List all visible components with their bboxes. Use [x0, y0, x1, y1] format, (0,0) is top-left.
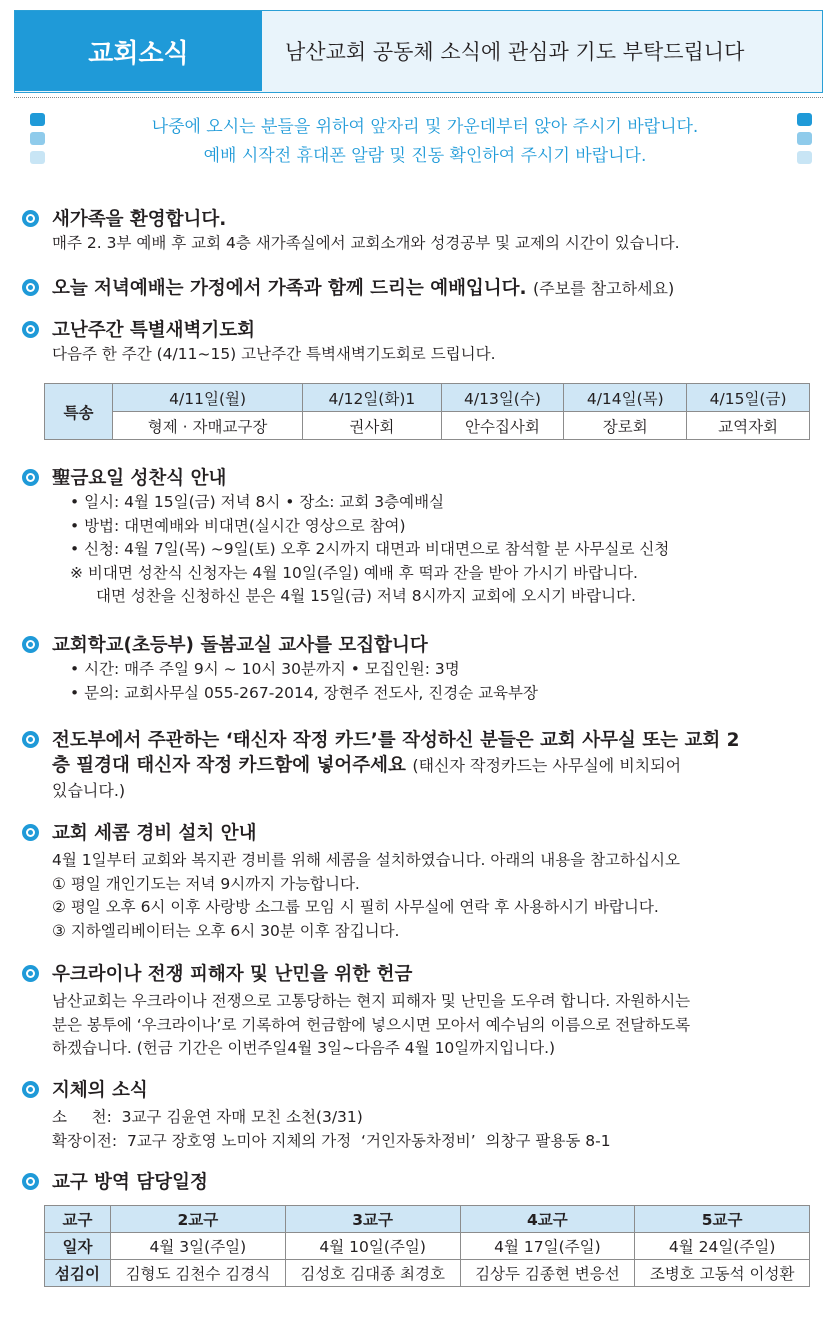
news-security	[22, 821, 822, 943]
news-body	[52, 1106, 822, 1153]
news-title	[52, 728, 822, 803]
body-line: • 시간: 매주 주일 9시 ~ 10시 30분까지 • 모집인원: 3명	[70, 660, 460, 678]
body-line: 소 천: 3교구 김윤연 자매 모친 소천(3/31)	[52, 1108, 363, 1126]
news-title: 교회학교(초등부) 돌봄교실 교사를 모집합니다	[52, 635, 428, 656]
body-line: 분은 봉투에 ‘우크라이나’로 기록하여 헌금함에 넣으시면 모아서 예수님의 이름으로 전달하도록	[52, 1015, 691, 1034]
news-title: 지체의 소식	[52, 1080, 148, 1101]
divider	[14, 97, 823, 98]
group-cell: 권사회	[303, 412, 441, 440]
table-header-cell: 2교구	[111, 1206, 286, 1233]
page-title: 교회소식	[15, 11, 262, 91]
row-label: 특송	[45, 384, 113, 440]
table-header-cell: 5교구	[635, 1206, 810, 1233]
bullet-icon	[22, 824, 39, 841]
staff-cell: 김상두 김종현 변응선	[460, 1260, 635, 1287]
bullet-icon	[22, 469, 39, 486]
bullet-icon	[22, 636, 39, 653]
row-label: 일자	[45, 1233, 111, 1260]
date-cell: 4/11일(월)	[113, 384, 303, 412]
body-line: 하겠습니다. (헌금 기간은 이번주일4월 3일~다음주 4월 10일까지입니다.)	[52, 1039, 556, 1057]
square-icon-right	[797, 113, 813, 170]
bullet-icon	[22, 321, 39, 338]
bullet-icon	[22, 1173, 39, 1190]
notice-line: 나중에 오시는 분들을 위하여 앞자리 및 가운데부터 앉아 주시기 바랍니다.	[151, 117, 699, 137]
news-note: 있습니다.)	[52, 781, 126, 800]
date-cell: 4/14일(목)	[564, 384, 687, 412]
news-title: 교회 세콤 경비 설치 안내	[52, 823, 257, 844]
news-evening-worship	[22, 276, 822, 301]
bullet-icon	[22, 279, 39, 296]
news-title: 聖금요일 성찬식 안내	[52, 468, 227, 489]
date-cell: 4월 24일(주일)	[635, 1233, 810, 1260]
news-communion	[22, 466, 822, 609]
news-member-updates	[22, 1078, 822, 1153]
group-cell: 형제 · 자매교구장	[113, 412, 303, 440]
group-cell: 안수집사회	[441, 412, 564, 440]
quarantine-table	[44, 1205, 810, 1287]
news-body	[52, 849, 822, 943]
table-header-cell: 3교구	[285, 1206, 460, 1233]
date-cell: 4월 10일(주일)	[285, 1233, 460, 1260]
news-title	[52, 276, 822, 301]
table-header-cell: 4교구	[460, 1206, 635, 1233]
staff-cell: 조병호 고동석 이성환	[635, 1260, 810, 1287]
date-cell: 4/15일(금)	[687, 384, 810, 412]
body-line: ② 평일 오후 6시 이후 사랑방 소그룹 모임 시 필히 사무실에 연락 후 사용하시기 바랍니다.	[52, 898, 659, 916]
bullet-icon	[22, 965, 39, 982]
prayer-schedule-table	[44, 383, 810, 440]
news-title: 새가족을 환영합니다.	[52, 209, 227, 230]
news-title: 우크라이나 전쟁 피해자 및 난민을 위한 헌금	[52, 964, 413, 985]
news-title: 교구 방역 담당일정	[52, 1172, 208, 1193]
body-line: 확장이전: 7교구 장호영 노미아 지체의 가정 ‘거인자동차정비’ 의창구 팔용동 8-1	[52, 1131, 611, 1150]
date-cell: 4월 3일(주일)	[111, 1233, 286, 1260]
body-line: 대면 성찬을 신청하신 분은 4월 15일(금) 저녁 8시까지 교회에 오시기 바랍니다.	[96, 587, 636, 605]
news-body: 매주 2. 3부 예배 후 교회 4층 새가족실에서 교회소개와 성경공부 및 교제의 시간이 있습니다.	[52, 234, 680, 252]
group-cell: 장로회	[564, 412, 687, 440]
notice-text	[70, 113, 780, 171]
body-line: ① 평일 개인기도는 저녁 9시까지 가능합니다.	[52, 874, 360, 893]
news-teacher-recruit	[22, 633, 822, 705]
news-new-family	[22, 207, 822, 256]
body-line: ※ 비대면 성찬식 신청자는 4월 10일(주일) 예배 후 떡과 잔을 받아 가시기 바랍니다.	[70, 563, 638, 582]
news-title-line: 층 필경대 태신자 작정 카드함에 넣어주세요	[52, 755, 406, 776]
news-body	[52, 658, 822, 705]
body-line: • 일시: 4월 15일(금) 저녁 8시 • 장소: 교회 3층예배실	[70, 493, 445, 511]
body-line: • 문의: 교회사무실 055-267-2014, 장현주 전도사, 진경순 교육부장	[70, 683, 538, 702]
square-icon-left	[30, 113, 46, 170]
group-cell: 교역자회	[687, 412, 810, 440]
body-line: 4월 1일부터 교회와 복지관 경비를 위해 세콤을 설치하였습니다. 아래의 내용을 참고하십시오	[52, 851, 680, 869]
date-cell: 4/12일(화)1	[303, 384, 441, 412]
news-body	[52, 491, 822, 609]
body-line: 남산교회는 우크라이나 전쟁으로 고통당하는 현지 피해자 및 난민을 도우려 합니다. 자원하시는	[52, 992, 691, 1010]
body-line: ③ 지하엘리베이터는 오후 6시 30분 이후 잠깁니다.	[52, 921, 400, 940]
news-title: 고난주간 특별새벽기도회	[52, 320, 256, 341]
news-title-line: 전도부에서 주관하는 ‘태신자 작정 카드’를 작성하신 분들은 교회 사무실 또는 교회 2	[52, 730, 740, 751]
news-body	[52, 990, 822, 1061]
news-body: 다음주 한 주간 (4/11~15) 고난주간 특벽새벽기도회로 드립니다.	[52, 345, 496, 363]
staff-cell: 김성호 김대종 최경호	[285, 1260, 460, 1287]
date-cell: 4월 17일(주일)	[460, 1233, 635, 1260]
body-line: • 방법: 대면예배와 비대면(실시간 영상으로 참여)	[70, 516, 406, 535]
news-title-text: 오늘 저녁예배는 가정에서 가족과 함께 드리는 예배입니다.	[52, 278, 527, 299]
news-ukraine-offering	[22, 962, 822, 1061]
bullet-icon	[22, 731, 39, 748]
header-banner	[14, 10, 823, 93]
staff-cell: 김형도 김천수 김경식	[111, 1260, 286, 1287]
news-quarantine-schedule	[22, 1170, 822, 1195]
bullet-icon	[22, 1081, 39, 1098]
page-subtitle: 남산교회 공동체 소식에 관심과 기도 부탁드립니다	[285, 40, 745, 64]
news-evangelism-card	[22, 728, 822, 803]
news-note: (주보를 참고하세요)	[533, 279, 675, 298]
notice-box	[30, 113, 820, 173]
bullet-icon	[22, 210, 39, 227]
table-header-cell: 교구	[45, 1206, 111, 1233]
notice-line: 예배 시작전 휴대폰 알람 및 진동 확인하여 주시기 바랍니다.	[203, 146, 647, 166]
news-dawn-prayer	[22, 318, 822, 367]
row-label: 섬김이	[45, 1260, 111, 1287]
news-note: (태신자 작정카드는 사무실에 비치되어	[412, 756, 682, 775]
date-cell: 4/13일(수)	[441, 384, 564, 412]
body-line: • 신청: 4월 7일(목) ~9일(토) 오후 2시까지 대면과 비대면으로 참석할 분 사무실로 신청	[70, 540, 670, 558]
